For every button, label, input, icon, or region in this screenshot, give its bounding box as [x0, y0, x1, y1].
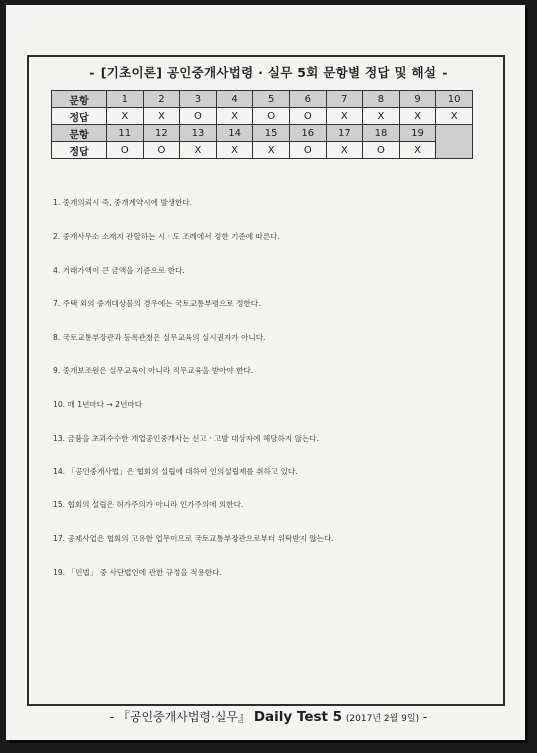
- footer-date: (2017년 2월 9일): [345, 714, 420, 724]
- answer-cell: X: [143, 108, 180, 125]
- title-text: [기초이론] 공인중개사법령 · 실무 5회 문항별 정답 및 해설: [100, 65, 437, 80]
- answer-cell: X: [326, 142, 363, 159]
- footer-daily-test: Daily Test 5: [253, 709, 343, 725]
- question-number: 7: [326, 91, 363, 108]
- explanation-item: 17. 공제사업은 협회의 고유한 업무이므로 국토교통부장관으로부터 위탁받지 않는다.: [53, 534, 334, 543]
- question-number: 12: [143, 125, 180, 142]
- question-number: 1: [107, 91, 144, 108]
- answer-cell: O: [289, 142, 326, 159]
- answer-cell: X: [436, 108, 473, 125]
- answer-table: [51, 90, 473, 159]
- row-header-answer: 정답: [52, 142, 107, 159]
- question-number: 14: [216, 125, 253, 142]
- answer-cell: O: [143, 142, 180, 159]
- explanation-item: 9. 중개보조원은 실무교육이 아니라 직무교육을 받아야 한다.: [53, 366, 254, 375]
- question-number-row: [52, 91, 473, 108]
- answer-cell: X: [363, 108, 400, 125]
- explanation-item: 2. 중개사무소 소재지 관할하는 시 · 도 조례에서 정한 기준에 따른다.: [53, 232, 280, 241]
- explanation-item: 14. 「공인중개사법」은 협회의 설립에 대하여 인의설립제를 취하고 있다.: [53, 467, 298, 476]
- answer-row: [52, 108, 473, 125]
- question-number: 11: [107, 125, 144, 142]
- footer-suffix: -: [422, 710, 428, 724]
- explanation-item: 1. 중개의뢰시 즉, 중개계약시에 발생한다.: [53, 198, 193, 207]
- question-number: 19: [399, 125, 436, 142]
- answer-cell: X: [216, 142, 253, 159]
- question-number: 8: [363, 91, 400, 108]
- question-number: 13: [180, 125, 217, 142]
- question-number: 18: [363, 125, 400, 142]
- answer-cell: O: [289, 108, 326, 125]
- title-left-dash: -: [89, 65, 95, 80]
- answer-cell: X: [326, 108, 363, 125]
- explanation-item: 13. 금품을 초과수수한 개업공인중개사는 신고 · 고발 대상자에 해당하지 않는다.: [53, 434, 320, 443]
- question-number: 4: [216, 91, 253, 108]
- page-footer: [0, 708, 537, 725]
- question-number: 16: [289, 125, 326, 142]
- question-number: 2: [143, 91, 180, 108]
- title-right-dash: -: [442, 65, 448, 80]
- question-number: 6: [289, 91, 326, 108]
- answer-cell: X: [399, 108, 436, 125]
- answer-cell: X: [216, 108, 253, 125]
- answer-cell: X: [107, 108, 144, 125]
- explanation-item: 7. 주택 외의 중개대상물의 경우에는 국토교통부령으로 정한다.: [53, 299, 261, 308]
- question-number: 3: [180, 91, 217, 108]
- question-number: 9: [399, 91, 436, 108]
- explanation-item: 4. 거래가액이 큰 금액을 기준으로 한다.: [53, 266, 185, 275]
- footer-prefix: - 『공인중개사법령·실무』: [109, 710, 251, 724]
- answer-cell: O: [363, 142, 400, 159]
- answer-cell: X: [399, 142, 436, 159]
- row-header-answer: 정답: [52, 108, 107, 125]
- answer-cell: O: [253, 108, 290, 125]
- explanation-item: 8. 국토교통부장관과 등록관청은 실무교육의 실시권자가 아니다.: [53, 333, 266, 342]
- explanation-item: 15. 협회의 설립은 허가주의가 아니라 인가주의에 의한다.: [53, 500, 244, 509]
- question-number: 5: [253, 91, 290, 108]
- question-number-row: [52, 125, 473, 142]
- question-number: 15: [253, 125, 290, 142]
- answer-cell: X: [180, 142, 217, 159]
- answer-row: [52, 142, 473, 159]
- question-number: 10: [436, 91, 473, 108]
- answer-cell: X: [253, 142, 290, 159]
- row-header-question: 문항: [52, 91, 107, 108]
- row-header-question: 문항: [52, 125, 107, 142]
- empty-diagonal-cell: [436, 125, 473, 159]
- question-number: 17: [326, 125, 363, 142]
- answer-cell: O: [107, 142, 144, 159]
- explanation-item: 19. 「민법」 중 사단법인에 관한 규정을 적용한다.: [53, 568, 222, 577]
- explanation-item: 10. 매 1년마다 → 2년마다: [53, 400, 143, 409]
- answer-cell: O: [180, 108, 217, 125]
- page-title: [0, 63, 537, 81]
